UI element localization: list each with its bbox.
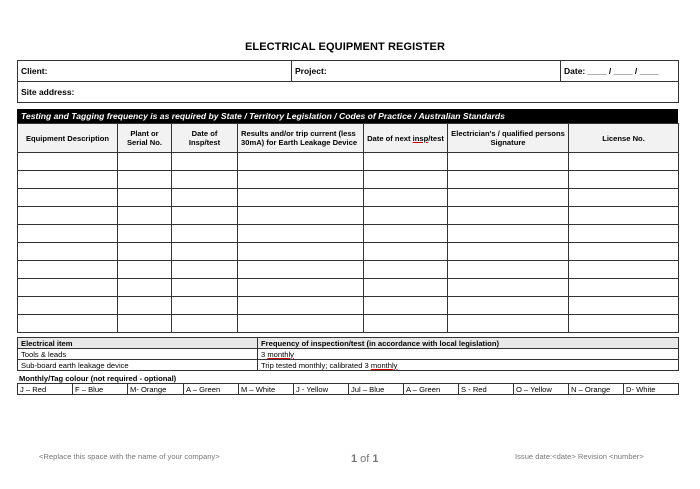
tag-sep: S - Red	[459, 384, 514, 395]
tag-jul: Jul – Blue	[349, 384, 404, 395]
freq-item: Sub-board earth leakage device	[18, 360, 258, 371]
header-table	[17, 60, 679, 103]
freq-value: 3 monthly	[258, 349, 679, 360]
frequency-table	[17, 337, 679, 371]
col-next-insp: Date of next insp/test	[364, 124, 448, 153]
tag-jan: J – Red	[18, 384, 73, 395]
table-row	[18, 189, 679, 207]
freq-item: Tools & leads	[18, 349, 258, 360]
frequency-banner: Testing and Tagging frequency is as required by State / Territory Legislation / Codes of Practice / Australian Standards	[17, 109, 678, 123]
tag-mar: M- Orange	[128, 384, 184, 395]
tag-apr: A – Green	[184, 384, 239, 395]
project-field[interactable]: Project:	[292, 61, 561, 82]
tag-may: M – White	[239, 384, 294, 395]
col-date-insp: Date of Insp/test	[172, 124, 238, 153]
date-field[interactable]: Date: ____ / ____ / ____	[561, 61, 679, 82]
freq-head-frequency: Frequency of inspection/test (in accordance with local legislation)	[258, 338, 679, 349]
freq-value: Trip tested monthly; calibrated 3 monthly	[258, 360, 679, 371]
tag-dec: D- White	[624, 384, 679, 395]
register-table	[17, 123, 679, 333]
tag-aug: A – Green	[404, 384, 459, 395]
tag-nov: N – Orange	[569, 384, 624, 395]
table-row	[18, 261, 679, 279]
table-row	[18, 297, 679, 315]
table-row	[18, 153, 679, 171]
table-row	[18, 243, 679, 261]
tag-oct: O – Yellow	[514, 384, 569, 395]
col-results: Results and/or trip current (less 30mA) for Earth Leakage Device	[238, 124, 364, 153]
site-address-field[interactable]: Site address:	[18, 82, 679, 103]
table-row	[18, 279, 679, 297]
col-signature: Electrician's / qualified persons Signature	[448, 124, 569, 153]
footer-company: <Replace this space with the name of your company>	[39, 452, 220, 461]
tag-colour-title: Monthly/Tag colour (not required - optional)	[19, 374, 177, 383]
table-row	[18, 171, 679, 189]
page-number: 1 of 1	[351, 453, 379, 465]
table-row	[18, 207, 679, 225]
page-title: ELECTRICAL EQUIPMENT REGISTER	[244, 41, 446, 53]
table-row	[18, 315, 679, 333]
footer-issue: Issue date:<date> Revision <number>	[515, 452, 644, 461]
tag-colour-table	[17, 383, 679, 395]
col-equipment-description: Equipment Description	[18, 124, 118, 153]
table-row	[18, 225, 679, 243]
freq-head-item: Electrical item	[18, 338, 258, 349]
col-plant-serial: Plant or Serial No.	[118, 124, 172, 153]
col-license: License No.	[569, 124, 679, 153]
client-field[interactable]: Client:	[18, 61, 292, 82]
tag-jun: J - Yellow	[294, 384, 349, 395]
tag-feb: F – Blue	[73, 384, 128, 395]
